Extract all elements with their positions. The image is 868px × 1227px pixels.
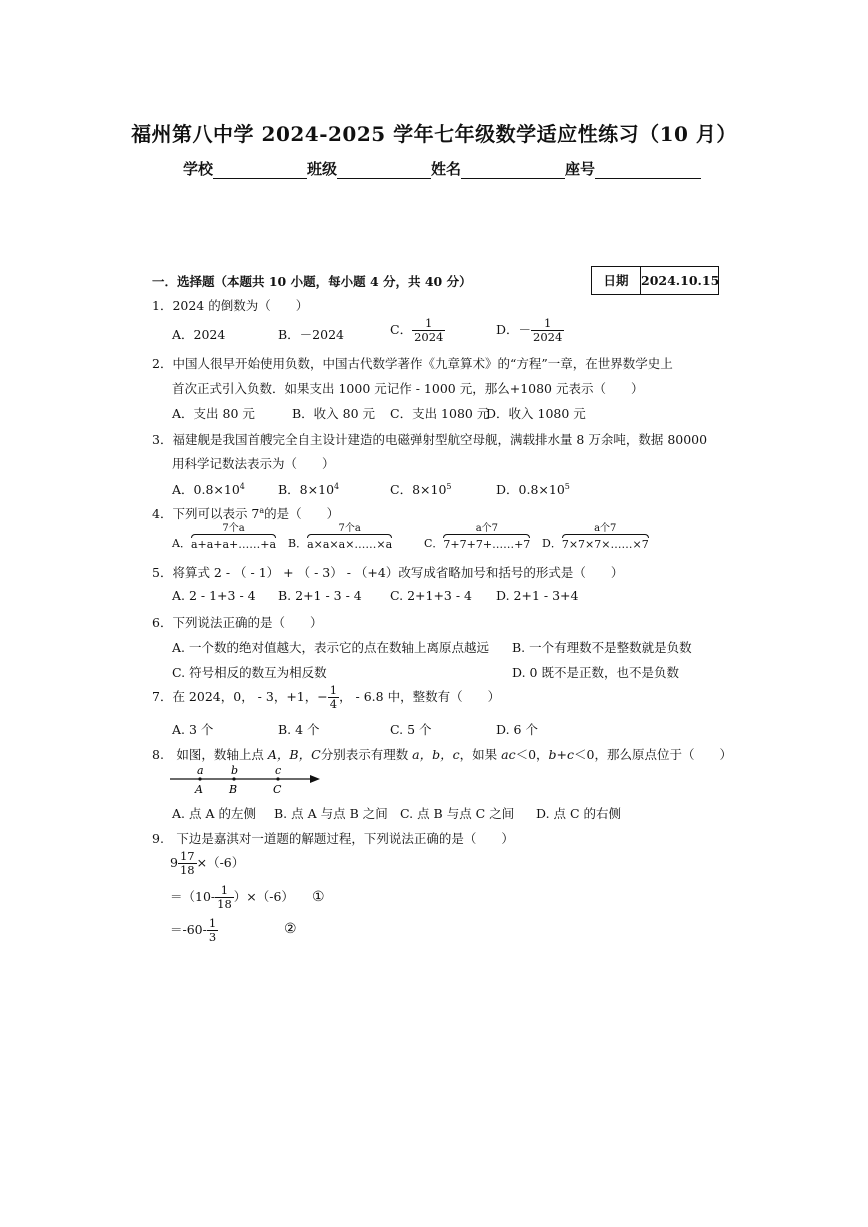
- q4-c-top: a个7: [475, 523, 499, 534]
- q3-a-exp: 4: [239, 481, 245, 491]
- q3-d-exp: 5: [564, 481, 570, 491]
- q7-frac-sign: −: [317, 689, 328, 704]
- q7-frac-den: 4: [329, 697, 338, 711]
- q9-l3-prefix: ＝-60-: [170, 922, 207, 937]
- q8-stem-p5: ＜0，那么原点位于（ ）: [574, 747, 732, 762]
- q8-stem-p1: 8. 如图，数轴上点: [152, 747, 268, 762]
- point-c-dot: [276, 777, 279, 780]
- q7-stem-prefix: 7．在 2024，0， - 3，+1，: [152, 689, 318, 704]
- q7-option-d: D. 6 个: [496, 722, 538, 737]
- q1-d-fraction: [531, 317, 564, 344]
- q9-l1-rest: ×（-6）: [196, 855, 245, 870]
- q3-b-exp: 4: [334, 481, 340, 491]
- q4-b-brace: [307, 524, 392, 551]
- q8-option-d: D. 点 C 的右侧: [536, 806, 622, 821]
- q8-stem-points: A，B，C: [267, 747, 321, 762]
- q6-stem: 6．下列说法正确的是（ ）: [152, 615, 323, 630]
- date-box: [591, 266, 719, 295]
- q7-option-a: A. 3 个: [172, 722, 214, 737]
- axis-label-c: c: [275, 764, 282, 777]
- q3-c-exp: 5: [446, 481, 452, 491]
- class-blank[interactable]: [337, 162, 431, 179]
- section-heading: 一．选择题（本题共 10 小题，每小题 4 分，共 40 分）: [152, 274, 472, 289]
- school-label: 学校: [183, 160, 214, 178]
- q8-option-a: A. 点 A 的左侧: [172, 806, 256, 821]
- q1-c-den: 2024: [414, 330, 444, 344]
- q2-option-d: D．收入 1080 元: [486, 406, 586, 421]
- q3-stem-line2: 用科学记数法表示为（ ）: [172, 456, 335, 471]
- page-title: 福州第八中学 2024-2025 学年七年级数学适应性练习（10 月）: [131, 122, 737, 146]
- q8-stem-p3: ，如果: [459, 747, 502, 762]
- q3-option-d: [496, 480, 570, 498]
- q3-a-base: A．0.8×10: [172, 482, 240, 497]
- q5-option-a: A. 2 - 1+3 - 4: [172, 588, 256, 603]
- q4-a-top: 7个a: [222, 523, 245, 534]
- q1-stem: 1．2024 的倒数为（ ）: [152, 298, 309, 313]
- q4-option-d: [542, 524, 649, 551]
- q6-option-b: B. 一个有理数不是整数就是负数: [512, 640, 692, 655]
- q9-step-2: [170, 884, 294, 911]
- q2-option-b: B．收入 80 元: [292, 406, 376, 421]
- q9-l1-fraction: [178, 850, 197, 877]
- q7-option-b: B. 4 个: [278, 722, 320, 737]
- q5-option-d: D. 2+1 - 3+4: [496, 588, 579, 603]
- q9-step-1-marker: ①: [312, 889, 325, 905]
- q9-l3-den: 3: [208, 930, 217, 944]
- q3-option-b: [278, 480, 339, 498]
- q1-option-c: [390, 317, 445, 344]
- name-blank[interactable]: [461, 162, 565, 179]
- q9-l1-num: 17: [179, 849, 195, 863]
- q1-d-den: 2024: [533, 330, 563, 344]
- q6-option-d: D. 0 既不是正数，也不是负数: [512, 665, 679, 680]
- q1-d-prefix: D．－: [496, 322, 532, 337]
- q7-option-c: C. 5 个: [390, 722, 432, 737]
- axis-label-b: b: [231, 764, 239, 777]
- q1-d-num: 1: [531, 317, 564, 331]
- q9-step-3: [170, 917, 218, 944]
- q6-option-c: C. 符号相反的数互为相反数: [172, 665, 327, 680]
- q8-stem-p4: ＜0，: [515, 747, 549, 762]
- axis-point-C: C: [273, 783, 282, 796]
- seat-label: 座号: [565, 160, 596, 178]
- q4-option-b: [288, 524, 392, 551]
- q9-l2-prefix: ＝（10-: [170, 889, 216, 904]
- q7-stem-suffix: ， - 6.8 中，整数有（ ）: [339, 689, 501, 704]
- q3-c-base: C．8×10: [390, 482, 447, 497]
- q1-c-num: 1: [412, 317, 445, 331]
- q3-d-base: D．0.8×10: [496, 482, 565, 497]
- q9-l2-den: 18: [217, 897, 232, 911]
- q7-stem: [152, 684, 500, 711]
- school-blank[interactable]: [213, 162, 307, 179]
- q9-l1-den: 18: [179, 863, 195, 877]
- number-line-arrow-icon: [310, 775, 320, 783]
- q4-d-brace: [562, 524, 649, 551]
- q7-fraction: [328, 684, 339, 711]
- q8-cond2: b+c: [548, 747, 575, 762]
- q5-stem: 5．将算式 2 - （ - 1） + （ - 3） - （+4）改写成省略加号和括号的形式是（ ）: [152, 565, 624, 580]
- q4-b-top: 7个a: [338, 523, 361, 534]
- q9-l3-num: 1: [208, 916, 217, 930]
- q1-c-prefix: C．: [390, 322, 413, 337]
- date-value: 2024.10.15: [641, 273, 720, 288]
- number-line-diagram: [168, 762, 324, 796]
- q4-a-prefix: A．: [172, 537, 191, 550]
- q2-stem-line1: 2．中国人很早开始使用负数，中国古代数学著作《九章算术》的“方程”一章，在世界数学史上: [152, 356, 673, 371]
- q4-a-brace: [191, 524, 276, 551]
- q9-l2-rest: ）×（-6）: [233, 889, 294, 904]
- q2-stem-line2: 首次正式引入负数．如果支出 1000 元记作 - 1000 元，那么+1080 元表示（ ）: [172, 381, 644, 396]
- q8-stem-vars: a，b，c: [412, 747, 460, 762]
- q9-stem: 9. 下边是嘉淇对一道题的解题过程，下列说法正确的是（ ）: [152, 831, 514, 846]
- q1-c-fraction: [412, 317, 445, 344]
- q3-b-base: B．8×10: [278, 482, 335, 497]
- q9-l2-fraction: [215, 884, 234, 911]
- q4-d-prefix: D．: [542, 537, 562, 550]
- q8-option-c: C. 点 B 与点 C 之间: [400, 806, 515, 821]
- q8-stem: [152, 745, 732, 763]
- q9-step-2-marker: ②: [284, 921, 297, 937]
- q4-c-brace: [443, 524, 530, 551]
- q4-b-prefix: B．: [288, 537, 308, 550]
- q4-option-a: [172, 524, 276, 551]
- student-info-line: [183, 158, 701, 179]
- q3-stem-line1: 3．福建舰是我国首艘完全自主设计建造的电磁弹射型航空母舰，满载排水量 8 万余吨，数据 80000: [152, 432, 708, 447]
- name-label: 姓名: [431, 160, 462, 178]
- q4-c-prefix: C．: [424, 537, 444, 550]
- q4-stem: [152, 504, 339, 522]
- q4-c-body: 7+7+7+……+7: [443, 538, 531, 551]
- q4-d-top: a个7: [594, 523, 617, 534]
- q9-l2-num: 1: [215, 884, 234, 898]
- date-label: 日期: [592, 267, 641, 294]
- q8-cond1: ac: [501, 747, 516, 762]
- point-b-dot: [232, 777, 235, 780]
- q7-frac-num: 1: [329, 683, 338, 697]
- q4-stem-prefix: 4．下列可以表示 7: [152, 506, 260, 521]
- q5-option-b: B. 2+1 - 3 - 4: [278, 588, 362, 603]
- axis-point-B: B: [229, 783, 238, 796]
- q4-stem-suffix: 的是（ ）: [264, 506, 340, 521]
- q4-d-body: 7×7×7×……×7: [561, 538, 649, 551]
- q2-option-c: C．支出 1080 元: [390, 406, 490, 421]
- q1-option-d: [496, 317, 564, 344]
- q4-b-body: a×a×a×……×a: [307, 538, 393, 551]
- q8-option-b: B. 点 A 与点 B 之间: [274, 806, 388, 821]
- q9-l3-fraction: [207, 917, 218, 944]
- axis-label-a: a: [197, 764, 204, 777]
- q5-option-c: C. 2+1+3 - 4: [390, 588, 472, 603]
- q8-stem-p2: 分别表示有理数: [320, 747, 413, 762]
- seat-blank[interactable]: [595, 162, 701, 179]
- q1-option-b: B．－2024: [278, 327, 344, 342]
- axis-point-A: A: [195, 783, 203, 796]
- q6-option-a: A. 一个数的绝对值越大，表示它的点在数轴上离原点越远: [172, 640, 489, 655]
- q4-option-c: [424, 524, 530, 551]
- q3-option-a: [172, 480, 245, 498]
- q4-stem-exp: a: [259, 505, 265, 515]
- q9-step-1: [170, 850, 244, 877]
- point-a-dot: [198, 777, 201, 780]
- q4-a-body: a+a+a+……+a: [190, 538, 277, 551]
- q3-option-c: [390, 480, 452, 498]
- q2-option-a: A．支出 80 元: [172, 406, 255, 421]
- class-label: 班级: [307, 160, 338, 178]
- q9-l1-whole: 9: [170, 855, 178, 870]
- q1-option-a: A．2024: [172, 327, 226, 342]
